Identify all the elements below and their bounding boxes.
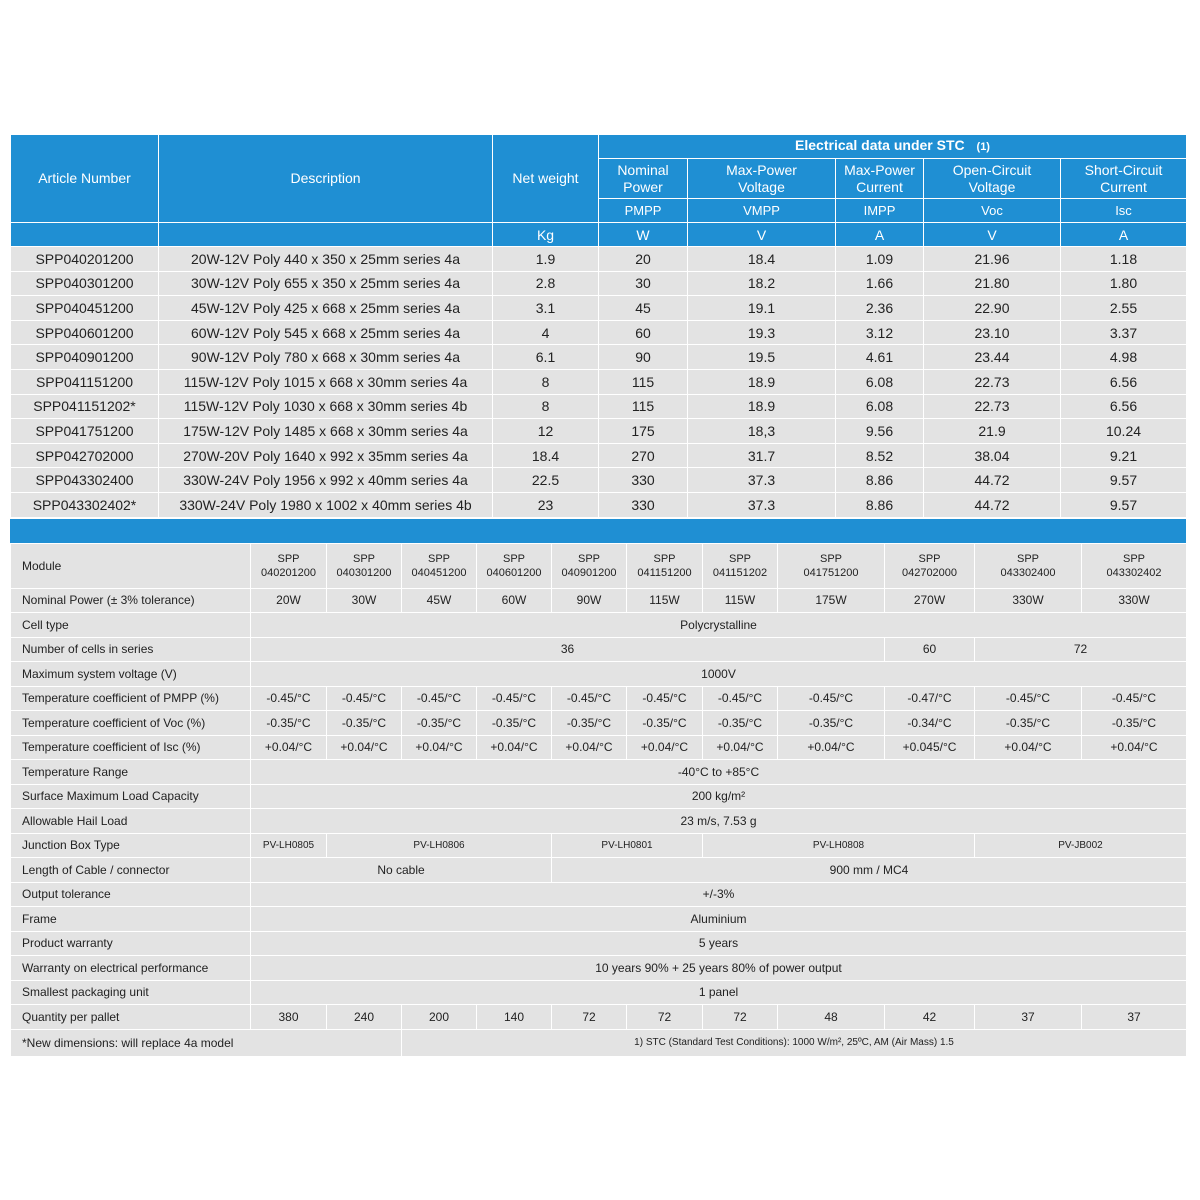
temp-isc-value: +0.04/°C [703, 735, 778, 760]
product-rows [11, 247, 1187, 518]
pallet-value: 380 [251, 1005, 327, 1030]
temp-pmpp-value: -0.45/°C [778, 686, 885, 711]
unit-a: A [1061, 223, 1187, 247]
description-cell: 330W-24V Poly 1980 x 1002 x 40mm series 4b [159, 492, 493, 517]
module-number: 041151202 [712, 566, 768, 579]
footer-note-right: 1) STC (Standard Test Conditions): 1000 W/m², 25ºC, AM (Air Mass) 1.5 [402, 1029, 1187, 1056]
module-row [11, 543, 1187, 588]
net-weight-cell: 1.9 [493, 247, 599, 272]
voc-cell: 21.96 [924, 247, 1061, 272]
temp-range-label: Temperature Range [11, 760, 251, 785]
nominal-power-cell: 175 [599, 419, 688, 444]
temp-isc-value: +0.04/°C [327, 735, 402, 760]
temp-range-value: -40°C to +85°C [251, 760, 1187, 785]
vmpp-cell: 18.9 [688, 394, 836, 419]
module-number: 042702000 [901, 566, 958, 579]
vmpp-cell: 18.2 [688, 271, 836, 296]
module-prefix: SPP [502, 552, 525, 565]
article-number-cell: SPP042702000 [11, 443, 159, 468]
module-prefix: SPP [653, 552, 676, 565]
electrical-warranty-row [11, 956, 1187, 981]
temp-voc-value: -0.35/°C [778, 711, 885, 736]
impp-cell: 4.61 [836, 345, 924, 370]
temp-isc-value: +0.04/°C [402, 735, 477, 760]
output-tolerance-label: Output tolerance [11, 882, 251, 907]
header-net-weight: Net weight [493, 135, 599, 223]
module-id-cell [1082, 543, 1187, 588]
nominal-power-cell: 60 [599, 320, 688, 345]
module-number: 040451200 [411, 566, 467, 579]
isc-cell: 9.21 [1061, 443, 1187, 468]
temp-voc-row [11, 711, 1187, 736]
frame-value: Aluminium [251, 907, 1187, 932]
header-electrical-group [599, 135, 1187, 159]
voc-cell: 21.9 [924, 419, 1061, 444]
cells-72: 72 [975, 637, 1187, 662]
junction-box-3: PV-LH0801 [552, 833, 703, 858]
vmpp-cell: 37.3 [688, 492, 836, 517]
header-short-circuit-current: Short-Circuit Current [1061, 159, 1187, 199]
max-voltage-row [11, 662, 1187, 687]
nominal-power-value: 115W [627, 588, 703, 613]
nominal-power-value: 330W [1082, 588, 1187, 613]
unit-kg: Kg [493, 223, 599, 247]
pallet-value: 240 [327, 1005, 402, 1030]
impp-cell: 1.66 [836, 271, 924, 296]
temp-pmpp-value: -0.45/°C [327, 686, 402, 711]
pallet-value: 37 [1082, 1005, 1187, 1030]
voc-cell: 44.72 [924, 468, 1061, 493]
temp-isc-value: +0.045/°C [885, 735, 975, 760]
output-tolerance-value: +/-3% [251, 882, 1187, 907]
module-id-cell [885, 543, 975, 588]
temp-voc-value: -0.35/°C [975, 711, 1082, 736]
product-row [11, 492, 1187, 517]
cells-60: 60 [885, 637, 975, 662]
temp-isc-value: +0.04/°C [251, 735, 327, 760]
description-cell: 330W-24V Poly 1956 x 992 x 40mm series 4a [159, 468, 493, 493]
product-row [11, 443, 1187, 468]
temp-pmpp-value: -0.47/°C [885, 686, 975, 711]
temp-voc-value: -0.35/°C [477, 711, 552, 736]
module-prefix: SPP [819, 552, 842, 565]
article-number-cell: SPP040901200 [11, 345, 159, 370]
temp-pmpp-value: -0.45/°C [402, 686, 477, 711]
nominal-power-value: 45W [402, 588, 477, 613]
spec-sheet [10, 134, 1186, 1057]
junction-box-5: PV-JB002 [975, 833, 1187, 858]
footer-note-left: *New dimensions: will replace 4a model [11, 1029, 402, 1056]
load-capacity-value: 200 kg/m² [251, 784, 1187, 809]
pallet-value: 140 [477, 1005, 552, 1030]
product-row [11, 271, 1187, 296]
cells-36: 36 [251, 637, 885, 662]
temp-pmpp-label: Temperature coefficient of PMPP (%) [11, 686, 251, 711]
warranty-row [11, 931, 1187, 956]
net-weight-cell: 4 [493, 320, 599, 345]
net-weight-cell: 22.5 [493, 468, 599, 493]
temp-pmpp-row [11, 686, 1187, 711]
module-prefix: SPP [728, 552, 751, 565]
temp-voc-value: -0.35/°C [627, 711, 703, 736]
net-weight-cell: 2.8 [493, 271, 599, 296]
module-number: 040601200 [486, 566, 542, 579]
article-number-cell: SPP043302402* [11, 492, 159, 517]
temp-voc-value: -0.34/°C [885, 711, 975, 736]
article-number-cell: SPP043302400 [11, 468, 159, 493]
isc-cell: 4.98 [1061, 345, 1187, 370]
pallet-row [11, 1005, 1187, 1030]
cell-type-value: Polycrystalline [251, 613, 1187, 638]
temp-isc-value: +0.04/°C [477, 735, 552, 760]
net-weight-cell: 3.1 [493, 296, 599, 321]
isc-cell: 6.56 [1061, 394, 1187, 419]
module-prefix: SPP [277, 552, 300, 565]
nominal-power-cell: 330 [599, 492, 688, 517]
module-id-cell [703, 543, 778, 588]
product-row [11, 320, 1187, 345]
temp-voc-value: -0.35/°C [703, 711, 778, 736]
module-number: 040901200 [561, 566, 617, 579]
hail-load-label: Allowable Hail Load [11, 809, 251, 834]
isc-cell: 1.80 [1061, 271, 1187, 296]
temp-voc-value: -0.35/°C [327, 711, 402, 736]
module-id-cell [975, 543, 1082, 588]
temp-pmpp-value: -0.45/°C [477, 686, 552, 711]
nominal-power-cell: 115 [599, 369, 688, 394]
module-label: Module [11, 543, 251, 588]
pallet-value: 72 [552, 1005, 627, 1030]
nominal-power-value: 270W [885, 588, 975, 613]
product-row [11, 296, 1187, 321]
impp-cell: 3.12 [836, 320, 924, 345]
temp-isc-value: +0.04/°C [778, 735, 885, 760]
product-row [11, 369, 1187, 394]
module-number: 040201200 [260, 566, 317, 579]
temp-voc-value: -0.35/°C [1082, 711, 1187, 736]
module-number: 043302400 [1000, 566, 1056, 579]
description-cell: 115W-12V Poly 1015 x 668 x 30mm series 4a [159, 369, 493, 394]
module-number: 040301200 [336, 566, 392, 579]
section-divider [10, 518, 1186, 543]
description-cell: 175W-12V Poly 1485 x 668 x 30mm series 4a [159, 419, 493, 444]
packaging-row [11, 980, 1187, 1005]
module-id-cell [477, 543, 552, 588]
junction-box-1: PV-LH0805 [251, 833, 327, 858]
article-number-cell: SPP041751200 [11, 419, 159, 444]
article-number-cell: SPP040601200 [11, 320, 159, 345]
vmpp-cell: 18.4 [688, 247, 836, 272]
unit-a: A [836, 223, 924, 247]
module-number: 041151200 [637, 566, 692, 579]
junction-box-label: Junction Box Type [11, 833, 251, 858]
pallet-value: 42 [885, 1005, 975, 1030]
article-number-cell: SPP041151202* [11, 394, 159, 419]
temp-range-row [11, 760, 1187, 785]
symbol-pmpp: PMPP [599, 199, 688, 223]
warranty-value: 5 years [251, 931, 1187, 956]
temp-pmpp-value: -0.45/°C [1082, 686, 1187, 711]
voc-cell: 22.90 [924, 296, 1061, 321]
cable-value-1: No cable [251, 858, 552, 883]
pallet-value: 72 [627, 1005, 703, 1030]
temp-pmpp-value: -0.45/°C [251, 686, 327, 711]
voc-cell: 22.73 [924, 394, 1061, 419]
impp-cell: 6.08 [836, 369, 924, 394]
cable-row [11, 858, 1187, 883]
article-number-cell: SPP040451200 [11, 296, 159, 321]
module-prefix: SPP [577, 552, 600, 565]
unit-v: V [924, 223, 1061, 247]
product-row [11, 468, 1187, 493]
temp-pmpp-value: -0.45/°C [975, 686, 1082, 711]
nominal-power-cell: 20 [599, 247, 688, 272]
temp-pmpp-value: -0.45/°C [552, 686, 627, 711]
electrical-warranty-value: 10 years 90% + 25 years 80% of power output [251, 956, 1187, 981]
voc-cell: 23.44 [924, 345, 1061, 370]
junction-box-row [11, 833, 1187, 858]
load-capacity-row [11, 784, 1187, 809]
description-cell: 20W-12V Poly 440 x 350 x 25mm series 4a [159, 247, 493, 272]
nominal-power-cell: 90 [599, 345, 688, 370]
description-cell: 90W-12V Poly 780 x 668 x 30mm series 4a [159, 345, 493, 370]
module-id-cell [402, 543, 477, 588]
temp-isc-row [11, 735, 1187, 760]
isc-cell: 2.55 [1061, 296, 1187, 321]
temp-voc-label: Temperature coefficient of Voc (%) [11, 711, 251, 736]
voc-cell: 22.73 [924, 369, 1061, 394]
electrical-warranty-label: Warranty on electrical performance [11, 956, 251, 981]
temp-isc-value: +0.04/°C [1082, 735, 1187, 760]
nominal-power-value: 30W [327, 588, 402, 613]
net-weight-cell: 23 [493, 492, 599, 517]
nominal-power-label: Nominal Power (± 3% tolerance) [11, 588, 251, 613]
article-number-cell: SPP040301200 [11, 271, 159, 296]
electrical-group-title: Electrical data under STC [795, 137, 965, 153]
vmpp-cell: 19.3 [688, 320, 836, 345]
junction-box-4: PV-LH0808 [703, 833, 975, 858]
product-row [11, 419, 1187, 444]
symbol-impp: IMPP [836, 199, 924, 223]
warranty-label: Product warranty [11, 931, 251, 956]
nominal-power-value: 60W [477, 588, 552, 613]
unit-v: V [688, 223, 836, 247]
article-number-cell: SPP040201200 [11, 247, 159, 272]
voc-cell: 23.10 [924, 320, 1061, 345]
pallet-value: 48 [778, 1005, 885, 1030]
cable-value-2: 900 mm / MC4 [552, 858, 1187, 883]
header-max-power-current: Max-Power Current [836, 159, 924, 199]
vmpp-cell: 19.1 [688, 296, 836, 321]
impp-cell: 8.52 [836, 443, 924, 468]
header-article-number: Article Number [11, 135, 159, 223]
packaging-value: 1 panel [251, 980, 1187, 1005]
isc-cell: 10.24 [1061, 419, 1187, 444]
output-tolerance-row [11, 882, 1187, 907]
temp-pmpp-value: -0.45/°C [703, 686, 778, 711]
unit-blank [11, 223, 159, 247]
header-max-power-voltage: Max-Power Voltage [688, 159, 836, 199]
isc-cell: 3.37 [1061, 320, 1187, 345]
impp-cell: 9.56 [836, 419, 924, 444]
article-number-cell: SPP041151200 [11, 369, 159, 394]
cable-label: Length of Cable / connector [11, 858, 251, 883]
isc-cell: 9.57 [1061, 492, 1187, 517]
temp-isc-value: +0.04/°C [552, 735, 627, 760]
module-id-cell [627, 543, 703, 588]
nominal-power-value: 115W [703, 588, 778, 613]
module-id-cell [251, 543, 327, 588]
module-number: 041751200 [803, 566, 859, 579]
symbol-voc: Voc [924, 199, 1061, 223]
temp-voc-value: -0.35/°C [552, 711, 627, 736]
module-id-cell [778, 543, 885, 588]
isc-cell: 1.18 [1061, 247, 1187, 272]
symbol-vmpp: VMPP [688, 199, 836, 223]
max-voltage-value: 1000V [251, 662, 1187, 687]
nominal-power-cell: 330 [599, 468, 688, 493]
net-weight-cell: 18.4 [493, 443, 599, 468]
net-weight-cell: 6.1 [493, 345, 599, 370]
footer-row [11, 1029, 1187, 1056]
product-row [11, 394, 1187, 419]
junction-box-2: PV-LH0806 [327, 833, 552, 858]
hail-load-value: 23 m/s, 7.53 g [251, 809, 1187, 834]
header-nominal-power: Nominal Power [599, 159, 688, 199]
module-prefix: SPP [352, 552, 375, 565]
module-prefix: SPP [427, 552, 450, 565]
nominal-power-value: 330W [975, 588, 1082, 613]
impp-cell: 8.86 [836, 468, 924, 493]
module-id-cell [552, 543, 627, 588]
module-prefix: SPP [1016, 552, 1039, 565]
impp-cell: 2.36 [836, 296, 924, 321]
nominal-power-cell: 270 [599, 443, 688, 468]
header-open-circuit-voltage: Open-Circuit Voltage [924, 159, 1061, 199]
cell-type-row [11, 613, 1187, 638]
impp-cell: 1.09 [836, 247, 924, 272]
symbol-isc: Isc [1061, 199, 1187, 223]
voc-cell: 44.72 [924, 492, 1061, 517]
description-cell: 30W-12V Poly 655 x 350 x 25mm series 4a [159, 271, 493, 296]
header-description: Description [159, 135, 493, 223]
net-weight-cell: 8 [493, 369, 599, 394]
temp-voc-value: -0.35/°C [251, 711, 327, 736]
cells-in-series-row [11, 637, 1187, 662]
pallet-value: 37 [975, 1005, 1082, 1030]
net-weight-cell: 8 [493, 394, 599, 419]
packaging-label: Smallest packaging unit [11, 980, 251, 1005]
unit-blank [159, 223, 493, 247]
nominal-power-value: 20W [251, 588, 327, 613]
frame-row [11, 907, 1187, 932]
nominal-power-cell: 45 [599, 296, 688, 321]
nominal-power-row [11, 588, 1187, 613]
nominal-power-cell: 30 [599, 271, 688, 296]
pallet-label: Quantity per pallet [11, 1005, 251, 1030]
cell-type-label: Cell type [11, 613, 251, 638]
electrical-group-note: (1) [976, 141, 990, 153]
unit-w: W [599, 223, 688, 247]
temp-pmpp-value: -0.45/°C [627, 686, 703, 711]
module-prefix: SPP [1122, 552, 1145, 565]
hail-load-row [11, 809, 1187, 834]
module-spec-table [10, 543, 1187, 1057]
impp-cell: 8.86 [836, 492, 924, 517]
temp-isc-value: +0.04/°C [627, 735, 703, 760]
description-cell: 45W-12V Poly 425 x 668 x 25mm series 4a [159, 296, 493, 321]
load-capacity-label: Surface Maximum Load Capacity [11, 784, 251, 809]
description-cell: 270W-20V Poly 1640 x 992 x 35mm series 4a [159, 443, 493, 468]
isc-cell: 9.57 [1061, 468, 1187, 493]
vmpp-cell: 19.5 [688, 345, 836, 370]
description-cell: 115W-12V Poly 1030 x 668 x 30mm series 4b [159, 394, 493, 419]
frame-label: Frame [11, 907, 251, 932]
description-cell: 60W-12V Poly 545 x 668 x 25mm series 4a [159, 320, 493, 345]
vmpp-cell: 18,3 [688, 419, 836, 444]
pallet-value: 72 [703, 1005, 778, 1030]
module-id-cell [327, 543, 402, 588]
temp-voc-value: -0.35/°C [402, 711, 477, 736]
nominal-power-cell: 115 [599, 394, 688, 419]
nominal-power-value: 175W [778, 588, 885, 613]
electrical-data-table [10, 134, 1187, 518]
product-row [11, 345, 1187, 370]
module-prefix: SPP [918, 552, 941, 565]
cells-in-series-label: Number of cells in series [11, 637, 251, 662]
vmpp-cell: 18.9 [688, 369, 836, 394]
temp-isc-label: Temperature coefficient of Isc (%) [11, 735, 251, 760]
isc-cell: 6.56 [1061, 369, 1187, 394]
nominal-power-value: 90W [552, 588, 627, 613]
product-row [11, 247, 1187, 272]
temp-isc-value: +0.04/°C [975, 735, 1082, 760]
voc-cell: 38.04 [924, 443, 1061, 468]
voc-cell: 21.80 [924, 271, 1061, 296]
vmpp-cell: 37.3 [688, 468, 836, 493]
impp-cell: 6.08 [836, 394, 924, 419]
module-number: 043302402 [1106, 566, 1162, 579]
net-weight-cell: 12 [493, 419, 599, 444]
pallet-value: 200 [402, 1005, 477, 1030]
vmpp-cell: 31.7 [688, 443, 836, 468]
max-voltage-label: Maximum system voltage (V) [11, 662, 251, 687]
